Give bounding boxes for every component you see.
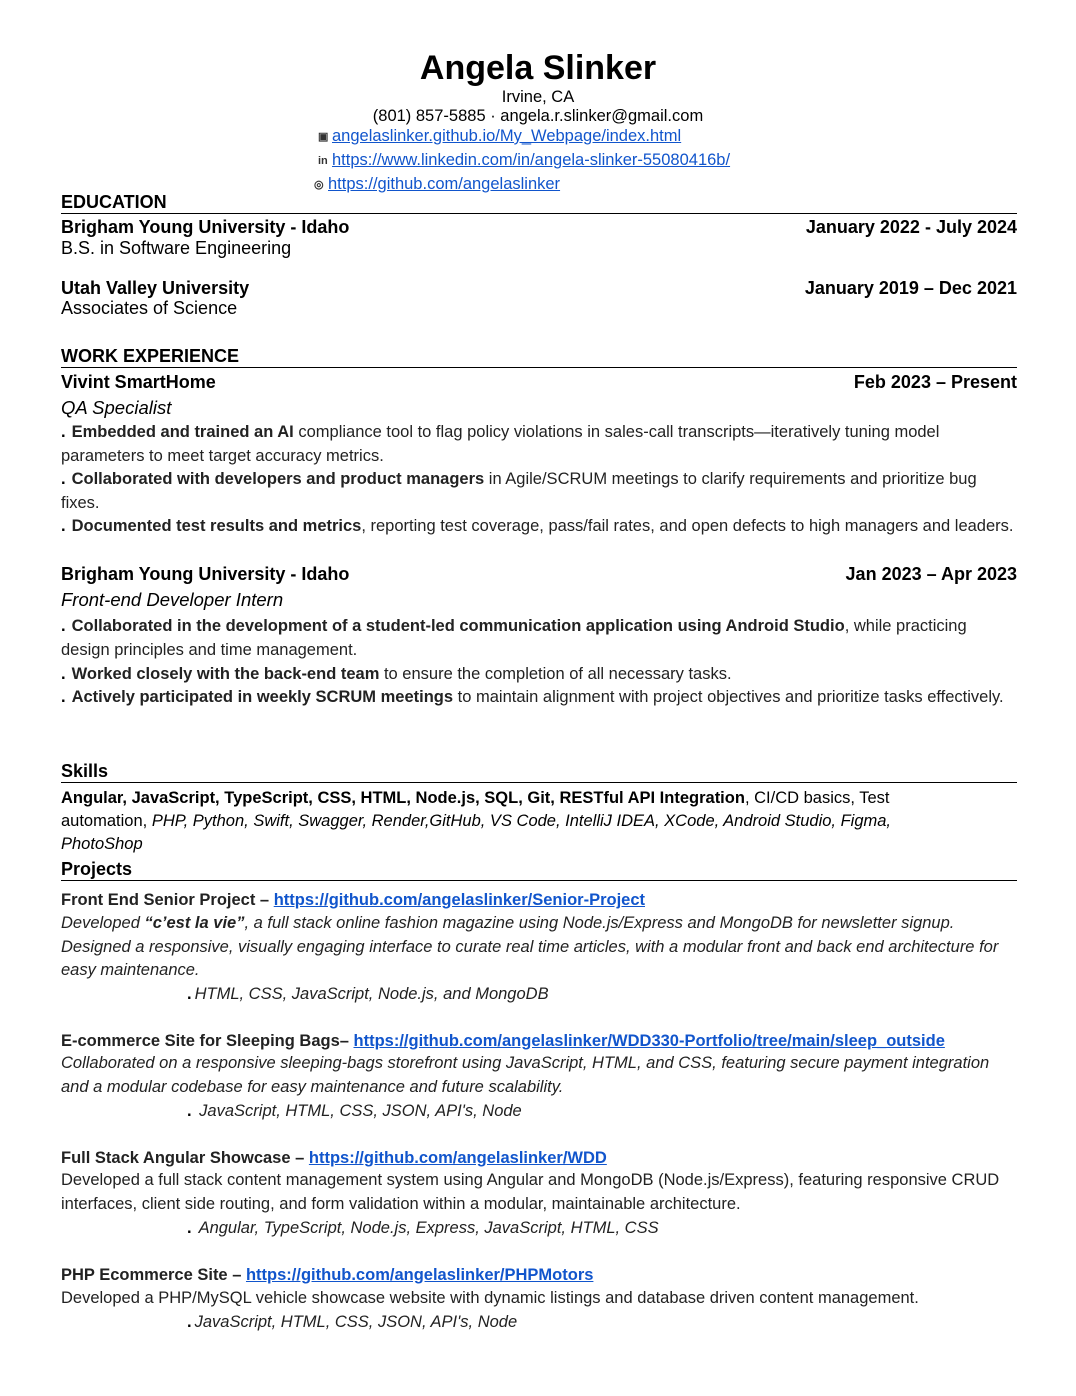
project-description: Collaborated on a responsive sleeping-bags storefront using JavaScript, HTML, and CSS, featuring secure payment integration and a modular codebase for easy maintenance and future scalability. — [61, 1054, 990, 1096]
job-title: Front-end Developer Intern — [61, 589, 284, 610]
job-bullet: . Embedded and trained an AI compliance tool to flag policy violations in sales-call transcripts—iteratively tuning model parameters to meet target accuracy metrics. — [61, 423, 940, 465]
project-link[interactable]: https://github.com/angelaslinker/PHPMotors — [245, 1266, 594, 1284]
project-link[interactable]: https://github.com/angelaslinker/Senior-Project — [273, 891, 646, 909]
project-description: Developed “c’est la vie”, a full stack online fashion magazine using Node.js/Express and MongoDB for newsletter signup. Designed a responsive, visually engaging interface to curate real time articles, with a modular front and back end architecture for easy maintenance. — [61, 914, 999, 979]
education-dates: January 2019 – Dec 2021 — [804, 278, 1017, 298]
project-tech: . JavaScript, HTML, CSS, JSON, API's, Node — [187, 1102, 522, 1120]
education-dates: January 2022 - July 2024 — [805, 217, 1017, 237]
company-name: Brigham Young University - Idaho — [61, 564, 350, 584]
project-link[interactable]: https://github.com/angelaslinker/WDD — [308, 1149, 607, 1167]
school-name: Utah Valley University — [61, 278, 250, 298]
image-icon: ▣ — [318, 131, 329, 143]
job-bullet: . Collaborated with developers and product managers in Agile/SCRUM meetings to clarify requirements and prioritize bug fixes. — [61, 470, 977, 512]
contact-info: (801) 857-5885 · angela.r.slinker@gmail.com — [372, 107, 704, 125]
company-name: Vivint SmartHome — [61, 372, 216, 392]
github-link[interactable]: https://github.com/angelaslinker — [328, 175, 561, 193]
job-bullet: . Documented test results and metrics, reporting test coverage, pass/fail rates, and open defects to high managers and leaders. — [61, 517, 1014, 535]
portfolio-link[interactable]: angelaslinker.github.io/My_Webpage/index.html — [332, 127, 682, 145]
education-heading: EDUCATION — [61, 192, 1017, 214]
skills-list: Angular, JavaScript, TypeScript, CSS, HTML, Node.js, SQL, Git, RESTful API Integration, CI/CD basics, Test automation, PHP, Python, Swift, Swagger, Render,GitHub, VS Code, IntelliJ IDEA, XCode, Android Studio, Figma, PhotoShop — [61, 789, 892, 853]
job-title: QA Specialist — [61, 397, 172, 418]
job-bullet: . Actively participated in weekly SCRUM meetings to maintain alignment with project objectives and prioritize tasks effectively. — [61, 688, 1004, 706]
work-experience-heading: WORK EXPERIENCE — [61, 346, 1017, 368]
job-header — [61, 564, 1017, 585]
project-tech: . HTML, CSS, JavaScript, Node.js, and MongoDB — [187, 985, 549, 1003]
project-description: Developed a full stack content management system using Angular and MongoDB (Node.js/Express), featuring responsive CRUD interfaces, client side routing, and form validation within a modular, maintainable architecture. — [61, 1171, 1000, 1213]
location: Irvine, CA — [501, 88, 575, 106]
degree: B.S. in Software Engineering — [61, 238, 292, 258]
job-bullet: . Collaborated in the development of a student-led communication application using Android Studio, while practicing design principles and time management. — [61, 617, 967, 659]
education-item — [61, 278, 1017, 299]
project-link[interactable]: https://github.com/angelaslinker/WDD330-Portfolio/tree/main/sleep_outside — [353, 1032, 945, 1050]
project-tech: . Angular, TypeScript, Node.js, Express, JavaScript, HTML, CSS — [187, 1219, 659, 1237]
job-dates: Jan 2023 – Apr 2023 — [845, 564, 1017, 584]
linkedin-line — [318, 150, 730, 171]
project-title: E-commerce Site for Sleeping Bags– https://github.com/angelaslinker/WDD330-Portfolio/tree/main/sleep_outside — [61, 1032, 945, 1050]
job-header — [61, 372, 1017, 393]
project-title: Front End Senior Project – https://github.com/angelaslinker/Senior-Project — [61, 891, 646, 909]
school-name: Brigham Young University - Idaho — [61, 217, 350, 237]
project-title: Full Stack Angular Showcase – https://github.com/angelaslinker/WDD — [61, 1149, 607, 1167]
job-bullet: . Worked closely with the back-end team to ensure the completion of all necessary tasks. — [61, 665, 732, 683]
project-tech: . JavaScript, HTML, CSS, JSON, API's, Node — [187, 1313, 518, 1331]
candidate-name: Angela Slinker — [419, 49, 657, 87]
project-title: PHP Ecommerce Site – https://github.com/angelaslinker/PHPMotors — [61, 1266, 594, 1284]
linkedin-link[interactable]: https://www.linkedin.com/in/angela-slinker-55080416b/ — [332, 151, 731, 169]
projects-heading: Projects — [61, 859, 1017, 881]
job-dates: Feb 2023 – Present — [853, 372, 1017, 392]
degree: Associates of Science — [61, 298, 238, 318]
linkedin-icon: in — [318, 155, 328, 167]
project-description: Developed a PHP/MySQL vehicle showcase website with dynamic listings and database driven content management. — [61, 1289, 919, 1307]
github-icon: ◎ — [314, 179, 324, 191]
skills-heading: Skills — [61, 761, 1017, 783]
portfolio-line — [318, 126, 681, 147]
education-item — [61, 217, 1017, 238]
